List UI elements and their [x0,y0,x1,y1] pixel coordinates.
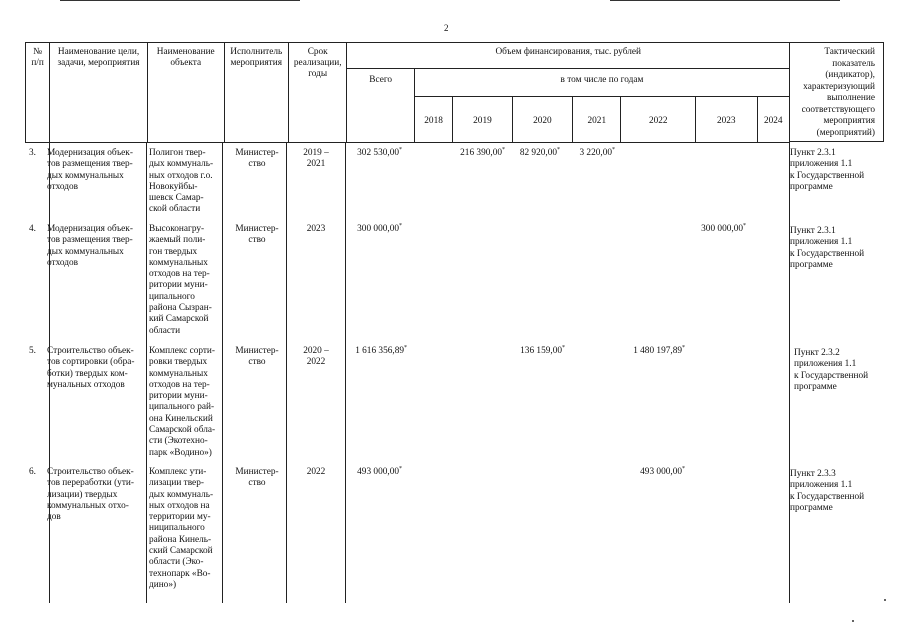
page-number: 2 [444,23,449,33]
row-object: Высоконагру- жаемый поли- гон твердых коммунальных отходов на тер- ритории муни- ципального района Сызран- кий Самарской области [149,224,212,336]
row-2022: 1 480 197,89* [633,344,685,356]
header-year-2022: 2022 [621,97,696,143]
row-executor: Министер- ство [235,224,279,246]
row-object: Комплекс ути- лизации твер- дых коммуналь- ных отходов на территории му- ниципального района Кинель- ский Самарской области (Эко- технопарк «Во- дино») [149,467,214,590]
top-edge-mark-right [610,0,840,1]
header-object: Наименование объекта [147,43,224,143]
row-object: Комплекс сорти- ровки твердых коммунальных отходов на тер- ритории муни- ципального рай- она Кинельский Самарской обла- сти (Экотехно- парк «Водино») [149,346,216,458]
row-num: 4. [29,224,36,234]
header-year-2020: 2020 [512,97,572,143]
row-total: 300 000,00* [357,222,402,234]
header-total: Всего [347,69,415,143]
header-year-2024: 2024 [757,97,789,143]
row-indicator: Пункт 2.3.3 приложения 1.1 к Государственной программе [790,469,865,513]
header-term: Срок реализации, годы [288,43,346,143]
row-2022: 493 000,00* [640,465,685,477]
row-num: 5. [29,346,36,356]
column-line-executor [286,143,287,603]
column-line-goal [146,143,147,603]
row-executor: Министер- ство [235,346,279,368]
row-2020: 82 920,00* [519,146,560,158]
row-goal: Строительство объек- тов переработки (ути- лизации) твердых коммунальных отхо- дов [47,467,134,523]
header-executor: Исполнитель мероприятия [224,43,288,143]
row-term: 2022 [306,467,326,477]
header-year-2018: 2018 [414,97,452,143]
row-2023: 300 000,00* [701,222,746,234]
header-num: № п/п [26,43,50,143]
row-indicator: Пункт 2.3.1 приложения 1.1 к Государственной программе [790,226,865,270]
scan-speck [852,620,854,622]
financing-table-header [25,42,790,143]
row-2019: 216 390,00* [460,146,505,158]
row-total: 493 000,00* [357,465,402,477]
row-term: 2023 [306,224,326,234]
header-tactical-indicator: Тактический показатель (индикатор), характеризующий выполнение соответствующего мероприятия (мероприятий) [789,42,884,142]
row-goal: Строительство объек- тов сортировки (обра- ботки) твердых ком- мунальных отходов [47,346,135,390]
row-term: 2020 – 2022 [303,346,329,368]
top-edge-mark-left [60,0,300,1]
row-object: Полигон твер- дых коммуналь- ных отходов г.о. Новокуйбы- шевск Самар- ской области [149,148,214,215]
row-executor: Министер- ство [235,467,279,489]
header-year-2021: 2021 [573,97,621,143]
row-total: 1 616 356,89* [355,344,407,356]
row-goal: Модернизация объек- тов размещения твер- дых коммунальных отходов [47,148,133,192]
row-goal: Модернизация объек- тов размещения твер- дых коммунальных отходов [47,224,133,268]
row-executor: Министер- ство [235,148,279,170]
header-goal: Наименование цели, задачи, мероприятия [50,43,148,143]
scan-speck [884,599,886,601]
row-indicator: Пункт 2.3.1 приложения 1.1 к Государственной программе [790,148,865,192]
row-2020: 136 159,00* [520,344,565,356]
column-line-object [222,143,223,603]
header-funding: Объем финансирования, тыс. рублей [347,43,790,69]
header-by-years: в том числе по годам [414,69,789,97]
column-line-term [345,143,346,603]
row-num: 3. [29,148,36,158]
row-total: 302 530,00* [357,146,402,158]
header-year-2023: 2023 [696,97,757,143]
row-num: 6. [29,467,36,477]
row-term: 2019 – 2021 [303,148,329,170]
row-indicator: Пункт 2.3.2 приложения 1.1 к Государственной программе [794,348,869,392]
row-2021: 3 220,00* [579,146,615,158]
column-line-right [789,143,790,603]
header-year-2019: 2019 [453,97,512,143]
